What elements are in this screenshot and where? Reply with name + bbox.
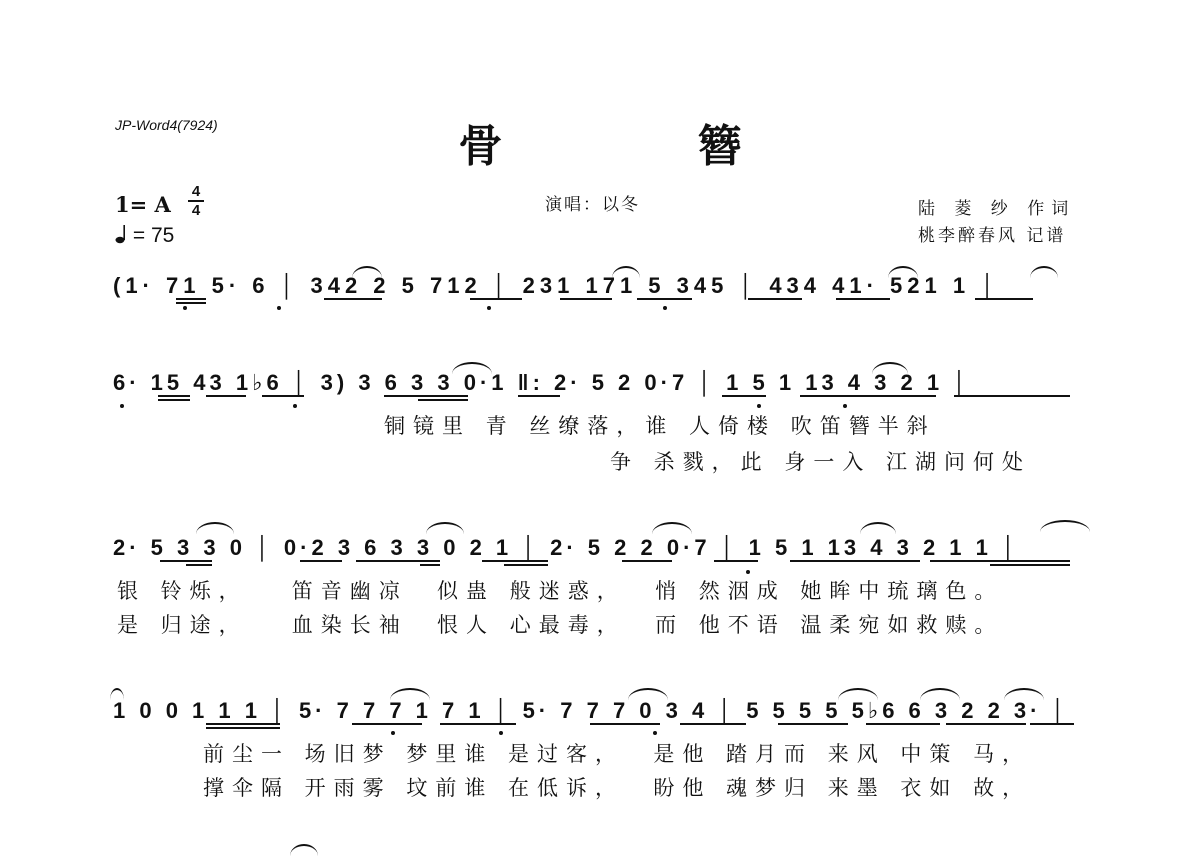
song-title: 骨 簪 (458, 121, 832, 172)
underline (748, 298, 802, 300)
tie-slur (196, 522, 234, 534)
underline (800, 395, 936, 397)
underline (714, 560, 758, 562)
underline (836, 298, 890, 300)
staff-4-lyrics-verse-1: 前尘一 场旧梦 梦里谁 是过客， 是他 踏月而 来风 中策 马， (203, 742, 1032, 766)
underline (790, 560, 920, 562)
tie-slur (290, 844, 318, 856)
underline (356, 560, 440, 562)
staff-2-notes: 6· 15 43 1♭6 │ 3) 3 6 3 3 0·1 ‖: 2· 5 2 0·7 │ 1 5 1 13 4 3 2 1 │ (113, 370, 971, 395)
underline (946, 723, 1026, 725)
octave-dot (277, 306, 281, 310)
underline (470, 298, 522, 300)
underline (1030, 723, 1074, 725)
underline (384, 395, 468, 397)
underline (778, 723, 848, 725)
quarter-note-icon (115, 224, 133, 247)
staff-4-notes: 1 0 0 1 1 1 │ 5· 7 7 7 1 7 1 │ 5· 7 7 7 0 3 4 │ 5 5 5 5 5♭6 6 3 2 2 3· │ (113, 698, 1070, 723)
octave-dot (757, 404, 761, 408)
underline (504, 564, 548, 566)
octave-dot (183, 306, 187, 310)
software-label: JP-Word4(7924) (115, 117, 218, 133)
tie-slur (1004, 688, 1044, 700)
tie-slur (872, 362, 908, 374)
underline (560, 298, 612, 300)
time-signature-bottom: 4 (191, 202, 201, 219)
staff-4-lyrics-verse-2: 撑伞隔 开雨雾 坟前谁 在低诉， 盼他 魂梦归 来墨 衣如 故， (203, 776, 1032, 800)
staff-2-lyrics-verse-1: 铜镜里 青 丝缭落，谁 人倚楼 吹笛簪半斜 (384, 414, 936, 438)
underline (518, 395, 560, 397)
underline (975, 298, 1033, 300)
octave-dot (653, 731, 657, 735)
tie-slur (860, 522, 896, 534)
tempo-value: = 75 (132, 224, 175, 247)
tempo-marking (115, 224, 174, 248)
underline (262, 395, 304, 397)
staff-3-lyrics-verse-1: 银 铃烁， 笛音幽凉 似蛊 般迷惑， 悄 然洇成 她眸中琉璃色。 (117, 579, 1004, 603)
octave-dot (746, 570, 750, 574)
octave-dot (843, 404, 847, 408)
underline (176, 298, 206, 300)
underline (420, 564, 440, 566)
underline (324, 298, 382, 300)
octave-dot (120, 404, 124, 408)
tie-slur (888, 266, 918, 278)
lyricist-credit: 陆 菱 纱 作词 (918, 199, 1076, 219)
tie-slur (452, 362, 492, 374)
singer-credit: 演唱：以冬 (545, 195, 640, 215)
tie-slur (612, 266, 640, 278)
key-signature: 1= A (115, 192, 171, 217)
tie-slur (1030, 266, 1058, 278)
underline (440, 723, 516, 725)
transcriber-credit: 桃李醉春风 记谱 (918, 226, 1067, 246)
staff-3-notes: 2· 5 3 3 0 │ 0·2 3 6 3 3 0 2 1 │ 2· 5 2 2 0·7 │ 1 5 1 13 4 3 2 1 1 │ (113, 535, 1020, 560)
underline (186, 564, 212, 566)
underline (158, 395, 190, 397)
time-signature-top: 4 (191, 183, 201, 200)
tie-slur (628, 688, 668, 700)
time-signature (186, 184, 206, 218)
underline (352, 723, 422, 725)
octave-dot (487, 306, 491, 310)
underline (160, 560, 212, 562)
underline (990, 564, 1070, 566)
tie-slur (390, 688, 430, 700)
underline (954, 395, 1070, 397)
underline (206, 395, 246, 397)
underline (930, 560, 1070, 562)
underline (680, 723, 746, 725)
underline (158, 399, 190, 401)
octave-dot (391, 731, 395, 735)
tie-slur (426, 522, 464, 534)
octave-dot (293, 404, 297, 408)
staff-3-lyrics-verse-2: 是 归途， 血染长袖 恨人 心最毒， 而 他不语 温柔宛如救赎。 (117, 613, 1004, 637)
staff-1-notes: (1· 71 5· 6 │ 342 2 5 712 │ 231 171 5 345 │ 434 41· 521 1 │ (113, 273, 1000, 298)
underline (300, 560, 342, 562)
underline (418, 399, 468, 401)
underline (206, 723, 280, 725)
staff-2-lyrics-verse-2: 争 杀戮，此 身一入 江湖问何处 (610, 450, 1032, 474)
underline (590, 723, 660, 725)
underline (622, 560, 672, 562)
underline (866, 723, 940, 725)
tie-slur (652, 522, 692, 534)
underline (482, 560, 548, 562)
underline (206, 727, 280, 729)
tie-slur (1040, 520, 1090, 532)
tie-slur (110, 688, 124, 700)
underline (637, 298, 692, 300)
underline (176, 302, 206, 304)
octave-dot (663, 306, 667, 310)
tie-slur (352, 266, 382, 278)
tie-slur (920, 688, 960, 700)
underline (722, 395, 766, 397)
octave-dot (499, 731, 503, 735)
tie-slur (838, 688, 878, 700)
